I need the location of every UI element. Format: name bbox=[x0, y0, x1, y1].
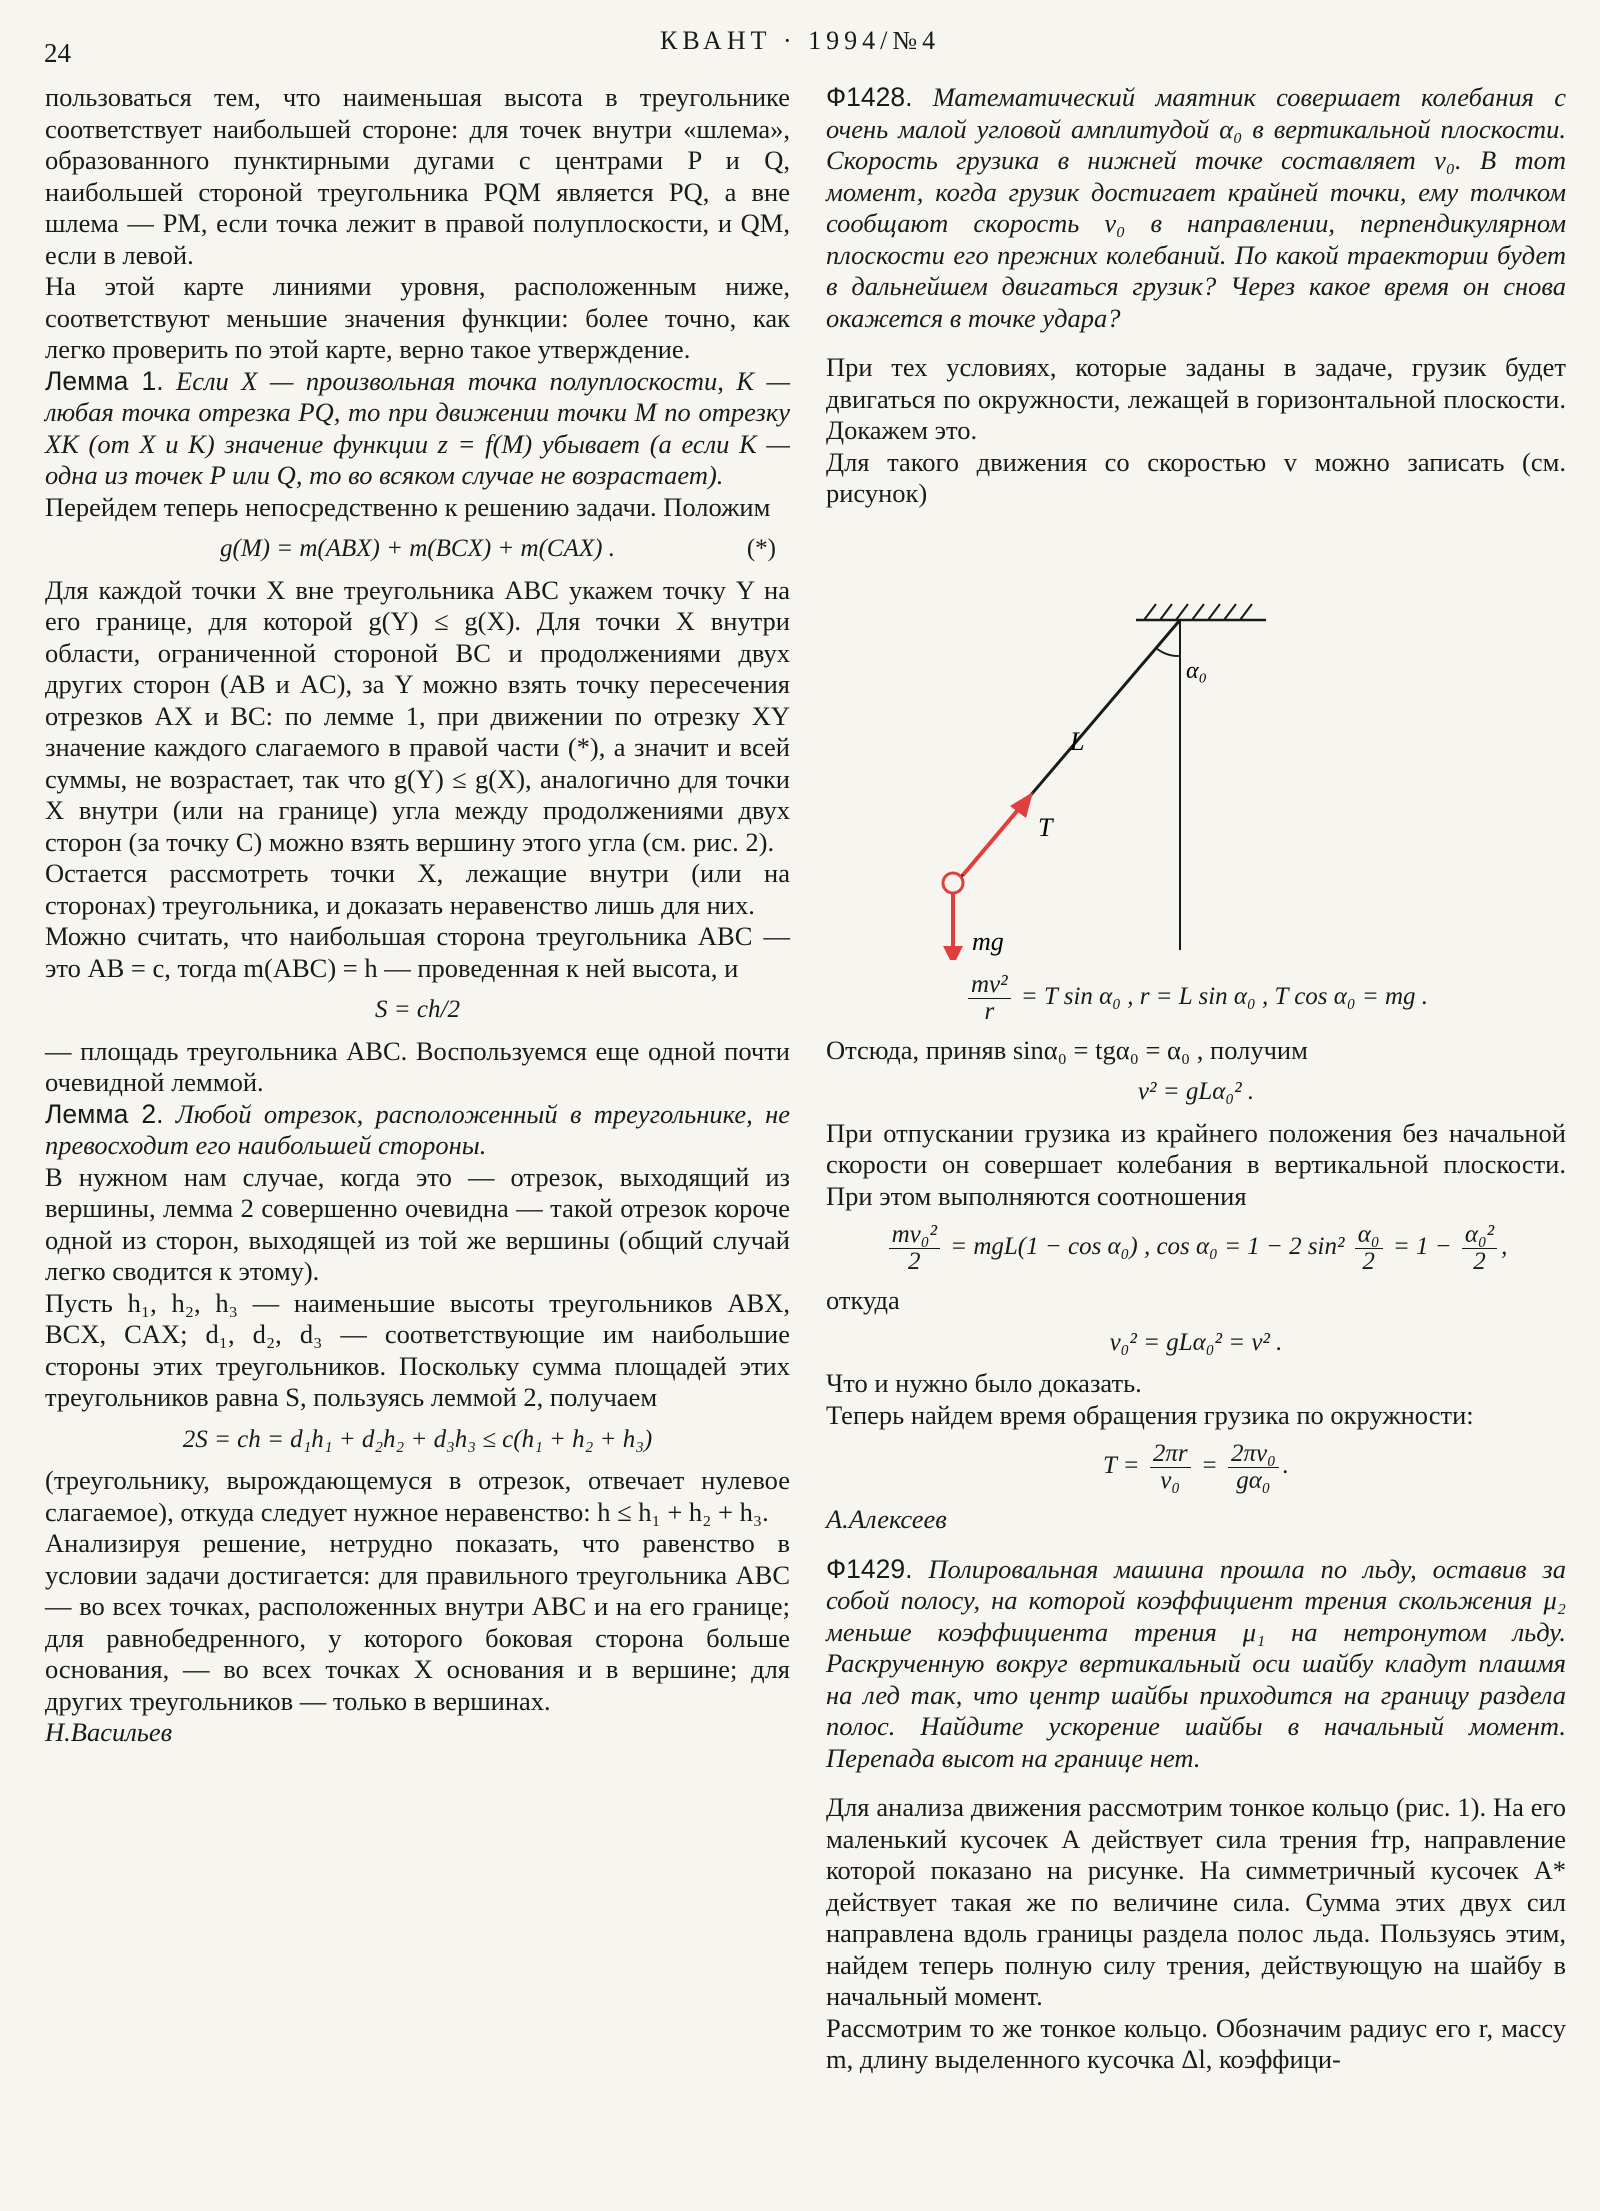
lemma-label: Лемма 2. bbox=[45, 1098, 164, 1129]
paragraph: Теперь найдем время обращения грузика по окружности: bbox=[826, 1399, 1474, 1430]
paragraph: При тех условиях, которые заданы в задаче, грузик будет двигаться по окружности, лежащей в горизонтальной плоскости. Докажем это. bbox=[826, 352, 1566, 445]
left-column bbox=[45, 82, 790, 1749]
alpha-label: α₀ bbox=[1186, 657, 1207, 684]
angle-arc bbox=[1156, 648, 1180, 656]
problem-f1429 bbox=[826, 1554, 1566, 1775]
paragraph: Что и нужно было доказать. bbox=[826, 1368, 1142, 1398]
fraction bbox=[1150, 1441, 1191, 1494]
numerator: α₀ bbox=[1355, 1222, 1383, 1249]
equation-part: = bbox=[1200, 1452, 1218, 1480]
ceiling-hatching bbox=[1144, 604, 1252, 620]
paragraph: Остается рассмотреть точки X, лежащие внутри (или на сторонах) треугольника, и доказать неравенство лишь для них. bbox=[45, 858, 790, 920]
lemma-text: Любой отрезок, расположенный в треугольнике, не превосходит его наибольшей стороны. bbox=[45, 1098, 790, 1160]
denominator: gα₀ bbox=[1236, 1467, 1271, 1494]
problem-text: Полировальная машина прошла по льду, оставив за собой полосу, на которой коэффициент трения скольжения μ₂ меньше коэффициента трения μ₁ на нетронутом льду. Раскрученную вокруг вертикальный оси шайбу кладут плашмя на лед так, что центр шайбы приходится на границу раздела полос. Найдите ускорение шайбы в начальный момент. Перепада высот на границе нет. bbox=[826, 1553, 1567, 1773]
equation-rest: = T sin α₀ , r = L sin α₀ , T cos α₀ = mg . bbox=[1020, 982, 1429, 1010]
fraction bbox=[1355, 1222, 1383, 1275]
tension-arrow bbox=[963, 804, 1023, 875]
author-signature: А.Алексеев bbox=[826, 1504, 947, 1534]
author-signature: Н.Васильев bbox=[45, 1717, 173, 1747]
formula-text: g(M) = m(ABX) + m(BCX) + m(CAX) . bbox=[220, 535, 615, 562]
numerator: mv₀² bbox=[889, 1222, 940, 1249]
fraction bbox=[889, 1222, 940, 1275]
denominator: 2 bbox=[1473, 1248, 1486, 1275]
paragraph: Пусть h₁, h₂, h₃ — наименьшие высоты треугольников ABX, BCX, CAX; d₁, d₂, d₃ — соответствующие им наибольшие стороны этих треугольников. Поскольку сумма площадей этих треугольников равна S, пользуясь леммой 2, получаем bbox=[45, 1287, 790, 1412]
fraction bbox=[1462, 1222, 1497, 1275]
gravity-label: mg bbox=[972, 926, 1004, 956]
numerator: 2πr bbox=[1150, 1441, 1191, 1468]
paragraph: Для каждой точки X вне треугольника ABC укажем точку Y на его границе, для которой g(Y) ≤ g(X). Для точки X внутри области, ограниченной стороной BC и продолжениями двух других сторон (AB и AC), за Y можно взять точку пересечения отрезков AX и BC: по лемме 1, при движении по отрезку XY значение каждого слагаемого в правой части (*), а значит и всей суммы, не возрастает, так что g(Y) ≤ g(X), аналогично для точки X внутри (или на границе) угла между продолжениями двух сторон (за точку C) можно взять вершину этого угла (см. рис. 2). bbox=[45, 574, 790, 857]
equation-1 bbox=[826, 972, 1566, 1025]
paragraph: (треугольнику, вырождающемуся в отрезок, отвечает нулевое слагаемое), откуда следует нужное неравенство: h ≤ h₁ + h₂ + h₃. bbox=[45, 1465, 790, 1527]
lemma-text: Если X — произвольная точка полуплоскости, K — любая точка отрезка PQ, то при движении точки M по отрезку XK (от X и K) значение функции z = f(M) убывает (а если K — одна из точек P или Q, то во всяком случае не возрастает). bbox=[45, 365, 791, 490]
problem-f1428 bbox=[826, 82, 1566, 334]
length-label: L bbox=[1070, 726, 1085, 756]
denominator: v₀ bbox=[1160, 1467, 1181, 1494]
equation-part: T = bbox=[1102, 1452, 1140, 1480]
equation-5: T = $\frac{2\pi r}{\text{v₀}}$ = $\frac{\text{2πv₀}}{\text{gα₀}}$ . bbox=[1102, 1440, 1290, 1494]
numerator: mv² bbox=[968, 972, 1011, 999]
formula-s: S = ch/2 bbox=[375, 996, 460, 1023]
paragraph: На этой карте линиями уровня, расположенным ниже, соответствуют меньшие значения функции: более точно, как легко проверить по этой карте, верно такое утверждение. bbox=[45, 271, 790, 364]
paragraph: Анализируя решение, нетрудно показать, что равенство в условии задачи достигается: для правильного треугольника ABC — во всех точках, расположенных внутри ABC и на его границе; для равнобедренного, у которого боковая сторона больше основания, — во всех точках X основания и в вершине; для других треугольников — только в вершинах. bbox=[45, 1528, 790, 1716]
fraction bbox=[968, 972, 1011, 1025]
running-head: КВАНТ · 1994/№4 bbox=[660, 26, 941, 55]
paragraph: откуда bbox=[826, 1285, 900, 1315]
fraction bbox=[1228, 1441, 1279, 1494]
problem-text: Математический маятник совершает колебания с очень малой угловой амплитудой α₀ в вертикальной плоскости. Скорость грузика в нижней точке составляет v₀. В тот момент, когда грузик достигает крайней точки, ему толчком сообщают скорость v₀ в направлении, перпендикулярном плоскости его прежних колебаний. По какой траектории будет в дальнейшем двигаться грузик? Через какое время он снова окажется в точке удара? bbox=[826, 82, 1566, 333]
equation-2: v² = gLα₀² . bbox=[1137, 1078, 1255, 1105]
equation-part: = 1 − bbox=[1392, 1233, 1452, 1261]
formula-g bbox=[45, 533, 790, 565]
denominator: 2 bbox=[1362, 1248, 1375, 1275]
lemma-1 bbox=[45, 366, 790, 492]
equation-3: $\frac{\text{mv₀²}}{2}$ = mgL(1 − cos α₀) , cos α₀ = 1 − 2 sin² $\frac{\text{α₀}}{2}$ = 1 − $\frac{\text{α₀²}}{2}$ , bbox=[826, 1222, 1566, 1275]
paragraph: Перейдем теперь непосредственно к решению задачи. Положим bbox=[45, 491, 771, 522]
paragraph: При отпускании грузика из крайнего положения без начальной скорости он совершает колебания в вертикальной плоскости. При этом выполняются соотношения bbox=[826, 1117, 1566, 1211]
paragraph: Для такого движения со скоростью v можно записать (см. рисунок) bbox=[826, 446, 1566, 508]
paragraph: Можно считать, что наибольшая сторона треугольника ABC — это AB = c, тогда m(ABC) = h — проведенная к ней высота, и bbox=[45, 921, 790, 983]
paragraph: Рассмотрим то же тонкое кольцо. Обозначим радиус его r, массу m, длину выделенного кусочка Δl, коэффици- bbox=[826, 2012, 1566, 2074]
problem-number: Ф1428. bbox=[826, 82, 913, 112]
denominator: r bbox=[984, 997, 995, 1025]
paragraph: Для анализа движения рассмотрим тонкое кольцо (рис. 1). На его маленький кусочек A действует сила трения fтр, направление которой показано на рисунке. На симметричный кусочек A* действует такая же по величине сила. Сумма этих двух сил направлена вдоль границы раздела полос льда. Пользуясь этим, найдем теперь полную силу трения, действующую на шайбу в начальный момент. bbox=[826, 1792, 1566, 2011]
paragraph: — площадь треугольника ABC. Воспользуемся еще одной почти очевидной леммой. bbox=[45, 1035, 790, 1097]
numerator: 2πv₀ bbox=[1228, 1441, 1279, 1468]
lemma-label: Лемма 1. bbox=[45, 365, 164, 396]
denominator: 2 bbox=[908, 1248, 921, 1275]
pendulum-figure bbox=[826, 540, 1566, 960]
equation-part: = mgL(1 − cos α₀) , cos α₀ = 1 − 2 sin² bbox=[950, 1233, 1345, 1261]
equation-4: v₀² = gLα₀² = v² . bbox=[1109, 1328, 1283, 1356]
formula-2s: 2S = ch = d₁h₁ + d₂h₂ + d₃h₃ ≤ c(h₁ + h₂ + h₃) bbox=[182, 1425, 653, 1453]
formula-tag: (*) bbox=[746, 535, 776, 562]
gravity-arrow-head bbox=[943, 946, 963, 960]
problem-number: Ф1429. bbox=[826, 1553, 913, 1584]
lemma-2 bbox=[45, 1099, 790, 1162]
right-column bbox=[826, 82, 1566, 2076]
paragraph: пользоваться тем, что наименьшая высота в треугольнике соответствует наибольшей стороне: для точек внутри «шлема», образованного пунктирными дугами с центрами P и Q, наибольшей стороной треугольника PQM является PQ, а вне шлема — PM, если точка лежит в правой полуплоскости, и QM, если в левой. bbox=[45, 82, 790, 270]
numerator: α₀² bbox=[1462, 1222, 1497, 1249]
paragraph: В нужном нам случае, когда это — отрезок, выходящий из вершины, лемма 2 совершенно очевидна — такой отрезок короче одной из сторон, выходящей из той же вершины (общий случай легко сводится к этому). bbox=[45, 1161, 790, 1286]
bob bbox=[943, 873, 963, 893]
tension-label: T bbox=[1038, 812, 1053, 842]
page-number: 24 bbox=[44, 38, 71, 68]
paragraph: Отсюда, приняв sinα₀ = tgα₀ = α₀ , получим bbox=[826, 1034, 1308, 1065]
